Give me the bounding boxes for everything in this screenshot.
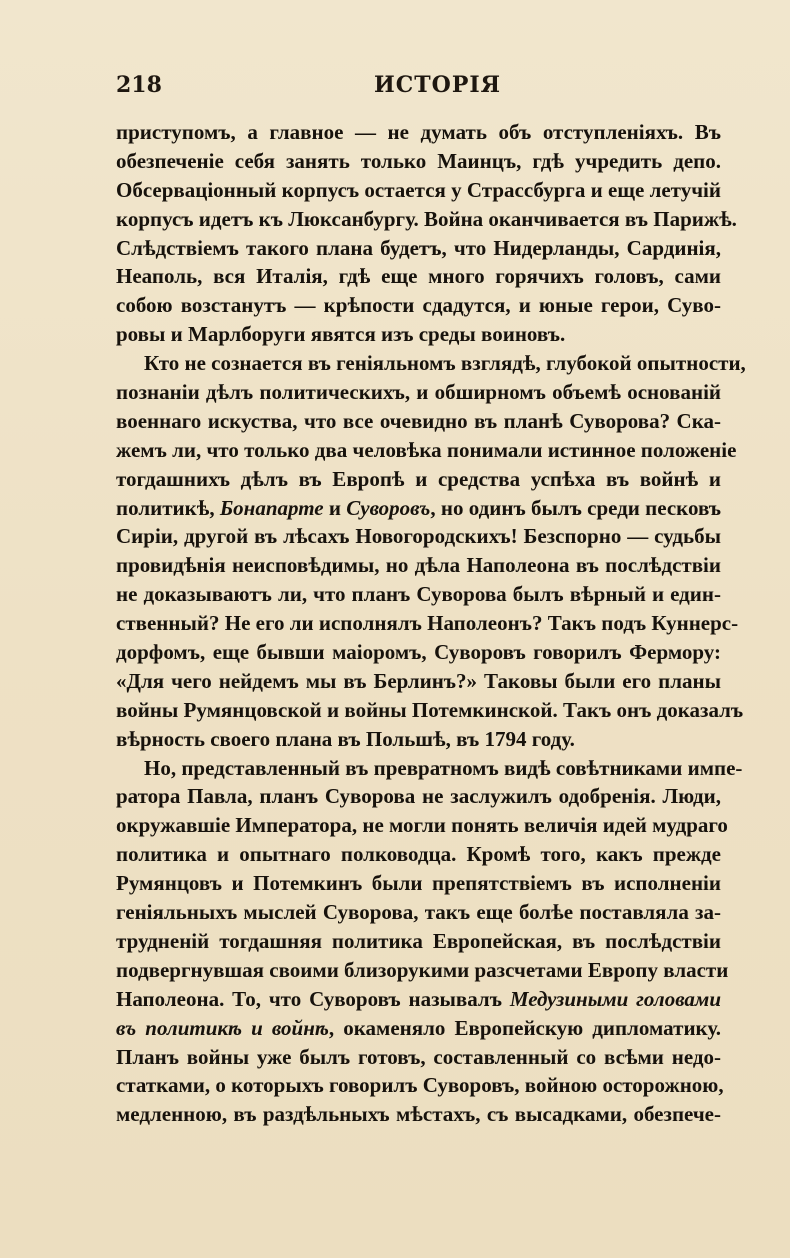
text-line [116,234,721,263]
text-segment: ратора Павла, планъ Суворова не заслужилъ одобренія. Люди, [116,784,721,809]
text-segment: Кто не сознается въ геніяльномъ взглядѣ, глубокой опытности, [144,351,746,376]
text-line [116,580,721,609]
text-segment: ровы и Марлборуги явятся изъ среды воиновъ. [116,322,566,347]
text-segment: политикѣ, [116,495,220,520]
text-line [116,1014,721,1043]
text-segment: жемъ ли, что только два человѣка понимали истинное положеніе [116,437,737,462]
text-line [116,436,737,465]
text-line [116,869,721,898]
text-segment: геніяльныхъ мыслей Суворова, такъ еще болѣе поставляла за- [116,900,721,925]
text-line [116,147,721,176]
text-line [116,985,721,1014]
text-line [116,378,721,407]
italic-text-segment: Суворовъ [346,495,431,520]
text-segment: дорфомъ, еще бывши маіоромъ, Суворовъ говорилъ Фермору: [116,640,721,665]
page-number: 218 [116,72,162,98]
text-line [116,494,721,523]
text-segment: военнаго искуства, что все очевидно въ планѣ Суворова? Ска- [116,408,721,433]
text-segment: и [323,495,347,520]
text-segment: не доказываютъ ли, что планъ Суворова былъ вѣрный и един- [116,582,721,607]
text-segment: корпусъ идетъ къ Люксанбургу. Война оканчивается въ Парижѣ. [116,206,737,231]
text-line [116,1071,724,1100]
text-segment: познаніи дѣлъ политическихъ, и обширномъ объемѣ основаній [116,380,721,405]
text-segment: трудненій тогдашняя политика Европейская, въ послѣдствіи [116,928,721,953]
text-line [116,782,721,811]
text-line [116,1043,721,1072]
text-line [116,262,721,291]
text-line [116,927,721,956]
body-text [116,118,746,1129]
italic-text-segment: Бонапарте [219,495,324,520]
text-line [116,638,721,667]
text-line [116,176,721,205]
text-segment: тогдашнихъ дѣлъ въ Европѣ и средства успѣха въ войнѣ и [116,466,721,491]
text-segment: вѣрность своего плана въ Польшѣ, въ 1794 году. [116,726,575,751]
text-line [116,205,737,234]
text-line [116,118,721,147]
text-segment: медленною, въ раздѣльныхъ мѣстахъ, съ высадками, обезпече- [116,1102,721,1127]
text-line [116,609,739,638]
text-line [116,754,743,783]
italic-text-segment: Медузиными головами [509,986,721,1011]
running-head: ИСТОРІЯ [374,72,502,98]
text-segment: Сиріи, другой въ лѣсахъ Новогородскихъ! Безспорно — судьбы [116,524,721,549]
text-segment: собою возстанутъ — крѣпости сдадутся, и юные герои, Суво- [116,293,721,318]
text-segment: приступомъ, а главное — не думать объ отступленіяхъ. Въ [116,120,721,144]
page-header [116,72,721,106]
text-segment: Планъ войны уже былъ готовъ, составленный со всѣми недо- [116,1044,721,1069]
text-line [116,407,721,436]
text-line [116,696,744,725]
text-line [116,291,721,320]
text-line [116,725,721,754]
text-segment: Слѣдствіемъ такого плана будетъ, что Нидерланды, Сардинія, [116,235,721,260]
text-segment: войны Румянцовской и войны Потемкинской. Такъ онъ доказалъ [116,697,744,722]
text-segment: Румянцовъ и Потемкинъ были препятствіемъ въ исполненіи [116,871,721,896]
text-line [116,320,721,349]
italic-text-segment: въ политикѣ и войнѣ [116,1015,329,1040]
text-segment: провидѣнія неисповѣдимы, но дѣла Наполеона въ послѣдствіи [116,553,721,578]
text-segment: статками, о которыхъ говорилъ Суворовъ, войною осторожною, [116,1073,724,1098]
text-line [116,551,721,580]
text-segment: Обсерваціонный корпусъ остается у Страссбурга и еще летучій [116,177,721,202]
text-line [116,667,721,696]
text-segment: Но, представленный въ превратномъ видѣ совѣтниками импе- [144,755,743,780]
text-segment: политика и опытнаго полководца. Кромѣ того, какъ прежде [116,842,721,867]
text-segment: Наполеона. То, что Суворовъ называлъ [116,986,510,1011]
text-line [116,898,721,927]
text-line [116,1100,721,1129]
text-segment: , окаменяло Европейскую дипломатику. [328,1015,721,1040]
text-segment: , но одинъ былъ среди песковъ [430,495,722,520]
text-segment: Неаполь, вся Италія, гдѣ еще много горячихъ головъ, сами [116,264,721,289]
text-line [116,811,728,840]
text-segment: обезпеченіе себя занять только Маинцъ, гдѣ учредить депо. [116,148,721,173]
text-line [116,349,746,378]
text-line [116,465,721,494]
text-line [116,840,721,869]
text-segment: подвергнувшая своими близорукими разсчетами Европу власти [116,957,729,982]
text-segment: окружавшіе Императора, не могли понять величія идей мудраго [116,813,728,838]
text-line [116,956,729,985]
text-segment: ственный? Не его ли исполнялъ Наполеонъ? Такъ подъ Куннерс- [116,611,739,636]
text-line [116,522,721,551]
text-segment: «Для чего нейдемъ мы въ Берлинъ?» Таковы были его планы [116,668,721,693]
